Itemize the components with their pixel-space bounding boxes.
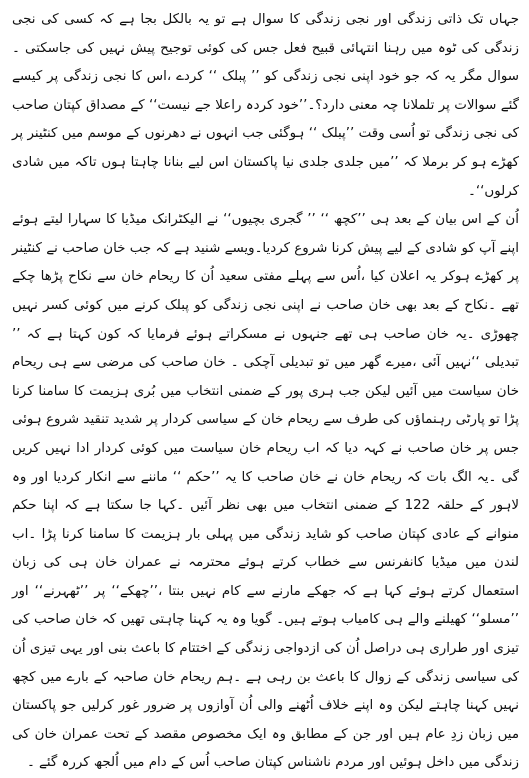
article-paragraph: اُن کے اس بیان کے بعد ہی ’’کچھ ‘‘ ’’ گجری بچیوں‘‘ نے الیکٹرانک میڈیا کا سہارا لیتے ہوئے اپنے آپ کو شادی کے لیے پیش کرنا شروع کردیا۔ویسے شنید ہے کہ جب خان صاحب نے کنٹینر پر کھڑے ہوکر یہ اعلان کیا ،اُس سے پہلے مفتی سعید اُن کا ریحام خان سے نکاح پڑھا چکے تھے ۔نکاح کے بعد بھی خان صاحب نے اپنی نجی زندگی کو پبلک کرنے میں کوئی کسر نہیں چھوڑی ۔یہ خان صاحب ہی تھے جنہوں نے مسکراتے ہوئے فرمایا کہ کون کہتا ہے کہ ’’ تبدیلی ‘‘نہیں آئی ،میرے گھر میں تو تبدیلی آچکی ۔ خان صاحب کی مرضی سے ہی ریحام خان سیاست میں آئیں لیکن جب ہری پور کے ضمنی انتخاب میں بُری ہزیمت کا سامنا کرنا پڑا تو پارٹی رہنماؤں کی طرف سے ریحام خان کے سیاسی کردار پر شدید تنقید شروع ہوئی جس پر خان صاحب نے کہہ دیا کہ اب ریحام خان سیاست میں کوئی کردار ادا نہیں کریں گی ۔یہ الگ بات کہ ریحام خان نے خان صاحب کا یہ ’’حکم ‘‘ ماننے سے انکار کردیا اور وہ لاہور کے حلقہ 122 کے ضمنی انتخاب میں بھی نظر آئیں ۔کہا جا سکتا ہے کہ اپنا حکم منوانے کے عادی کپتان صاحب کو شاید زندگی میں پہلی بار ہزیمت کا سامنا کرنا پڑا ۔اب لندن میں میڈیا کانفرنس سے خطاب کرتے ہوئے محترمہ نے عمران خان ہی کی زبان استعمال کرتے ہوئے کہا ہے کہ جھکے مارنے سے کام نہیں بنتا ،’’چھکے‘‘ پر ’’ٹھہرنے‘‘ اور ’’مسلو‘‘ کھیلنے والے ہی کامیاب ہوتے ہیں۔ گویا وہ یہ کہنا چاہتی تھیں کہ خان صاحب کی تیزی اور طراری ہی دراصل اُن کی ازدواجی زندگی کے اختتام کا باعث بنی اور یہی تیزی اُن کی سیاسی زندگی کے زوال کا باعث بن رہی ہے ۔ہم ریحام خان صاحبہ کے بارے میں کچھ نہیں کہنا چاہتے لیکن وہ اپنے خلاف اُٹھنے والی اُن آوازوں پر ضرور غور کرلیں جو پاکستان میں زبان زدِ عام ہیں اور جن کے مطابق وہ ایک مخصوص مقصد کے تحت عمران خان کی زندگی میں داخل ہوئیں اور مردم ناشناس کپتان صاحب اُس کے دام میں اُلجھ کررہ گئے ۔ — [12, 212, 519, 771]
article-paragraph: جہاں تک ذاتی زندگی اور نجی زندگی کا سوال ہے تو یہ بالکل بجا ہے کہ کسی کی نجی زندگی کی ٹوہ میں رہنا انتہائی قبیح فعل جس کی کوئی توجیح پیش نہیں کی جاسکتی ۔سوال مگر یہ کہ جو خود اپنی نجی زندگی کو ’’ پبلک ‘‘ کردے ،اس کا نجی زندگی پر کیسے گئے سوالات پر تلملانا چہ معنی دارد؟۔’’خود کردہ راعلا جے نیست‘‘ کے مصداق کپتان صاحب کی نجی زندگی تو اُسی وقت ’’پبلک ‘‘ ہوگئی جب انہوں نے دھرنوں کے موسم میں کنٹینر پر کھڑے ہو کر برملا کہ ’’میں جلدی جلدی نیا پاکستان اس لیے بنانا چاہتا ہوں تاکہ میں شادی کرلوں‘‘۔ — [12, 12, 519, 199]
